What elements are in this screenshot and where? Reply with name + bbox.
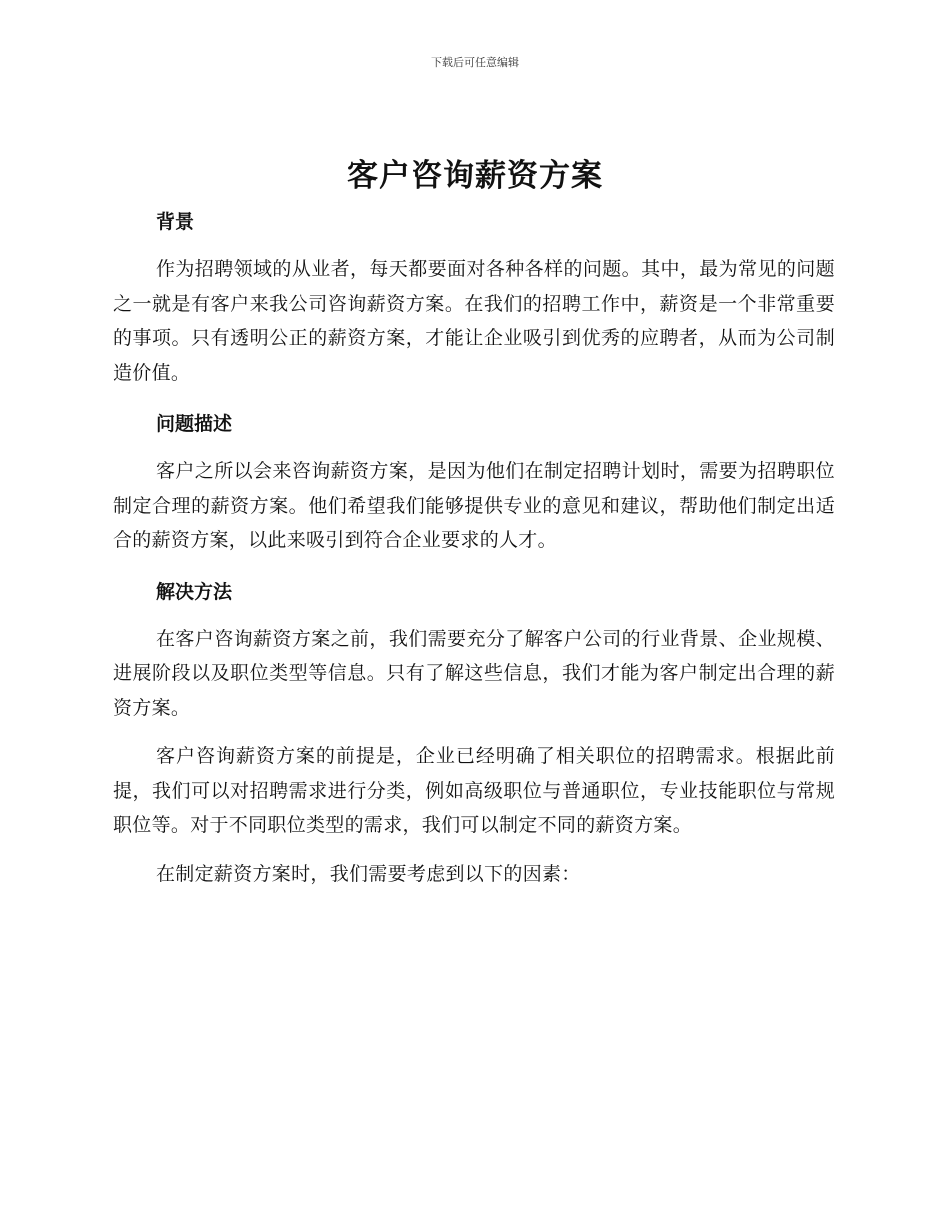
section-heading: 问题描述 (156, 413, 233, 435)
page-header-note: 下载后可任意编辑 (431, 56, 519, 69)
paragraph: 在制定薪资方案时，我们需要考虑到以下的因素： (156, 862, 581, 885)
paragraph: 客户咨询薪资方案的前提是，企业已经明确了相关职位的招聘需求。根据此前提，我们可以对招聘需求进行分类，例如高级职位与普通职位，专业技能职位与常规职位等。对于不同职位类型的需求，我们可以制定不同的薪资方案。 (113, 745, 835, 836)
section-background (113, 202, 835, 404)
paragraph: 客户之所以会来咨询薪资方案，是因为他们在制定招聘计划时，需要为招聘职位制定合理的薪资方案。他们希望我们能够提供专业的意见和建议，帮助他们制定出适合的薪资方案，以此来吸引到符合企业要求的人才。 (113, 460, 835, 551)
paragraph: 在客户咨询薪资方案之前，我们需要充分了解客户公司的行业背景、企业规模、进展阶段以及职位类型等信息。只有了解这些信息，我们才能为客户制定出合理的薪资方案。 (113, 627, 835, 719)
paragraph: 作为招聘领域的从业者，每天都要面对各种各样的问题。其中，最为常见的问题之一就是有客户来我公司咨询薪资方案。在我们的招聘工作中，薪资是一个非常重要的事项。只有透明公正的薪资方案，才能让企业吸引到优秀的应聘者，从而为公司制造价值。 (113, 258, 835, 384)
section-problem-description (113, 404, 835, 572)
document-title: 客户咨询薪资方案 (347, 158, 603, 194)
document-body (113, 202, 835, 891)
section-solution (113, 572, 835, 892)
section-heading: 解决方法 (156, 580, 233, 603)
section-heading: 背景 (156, 211, 195, 233)
